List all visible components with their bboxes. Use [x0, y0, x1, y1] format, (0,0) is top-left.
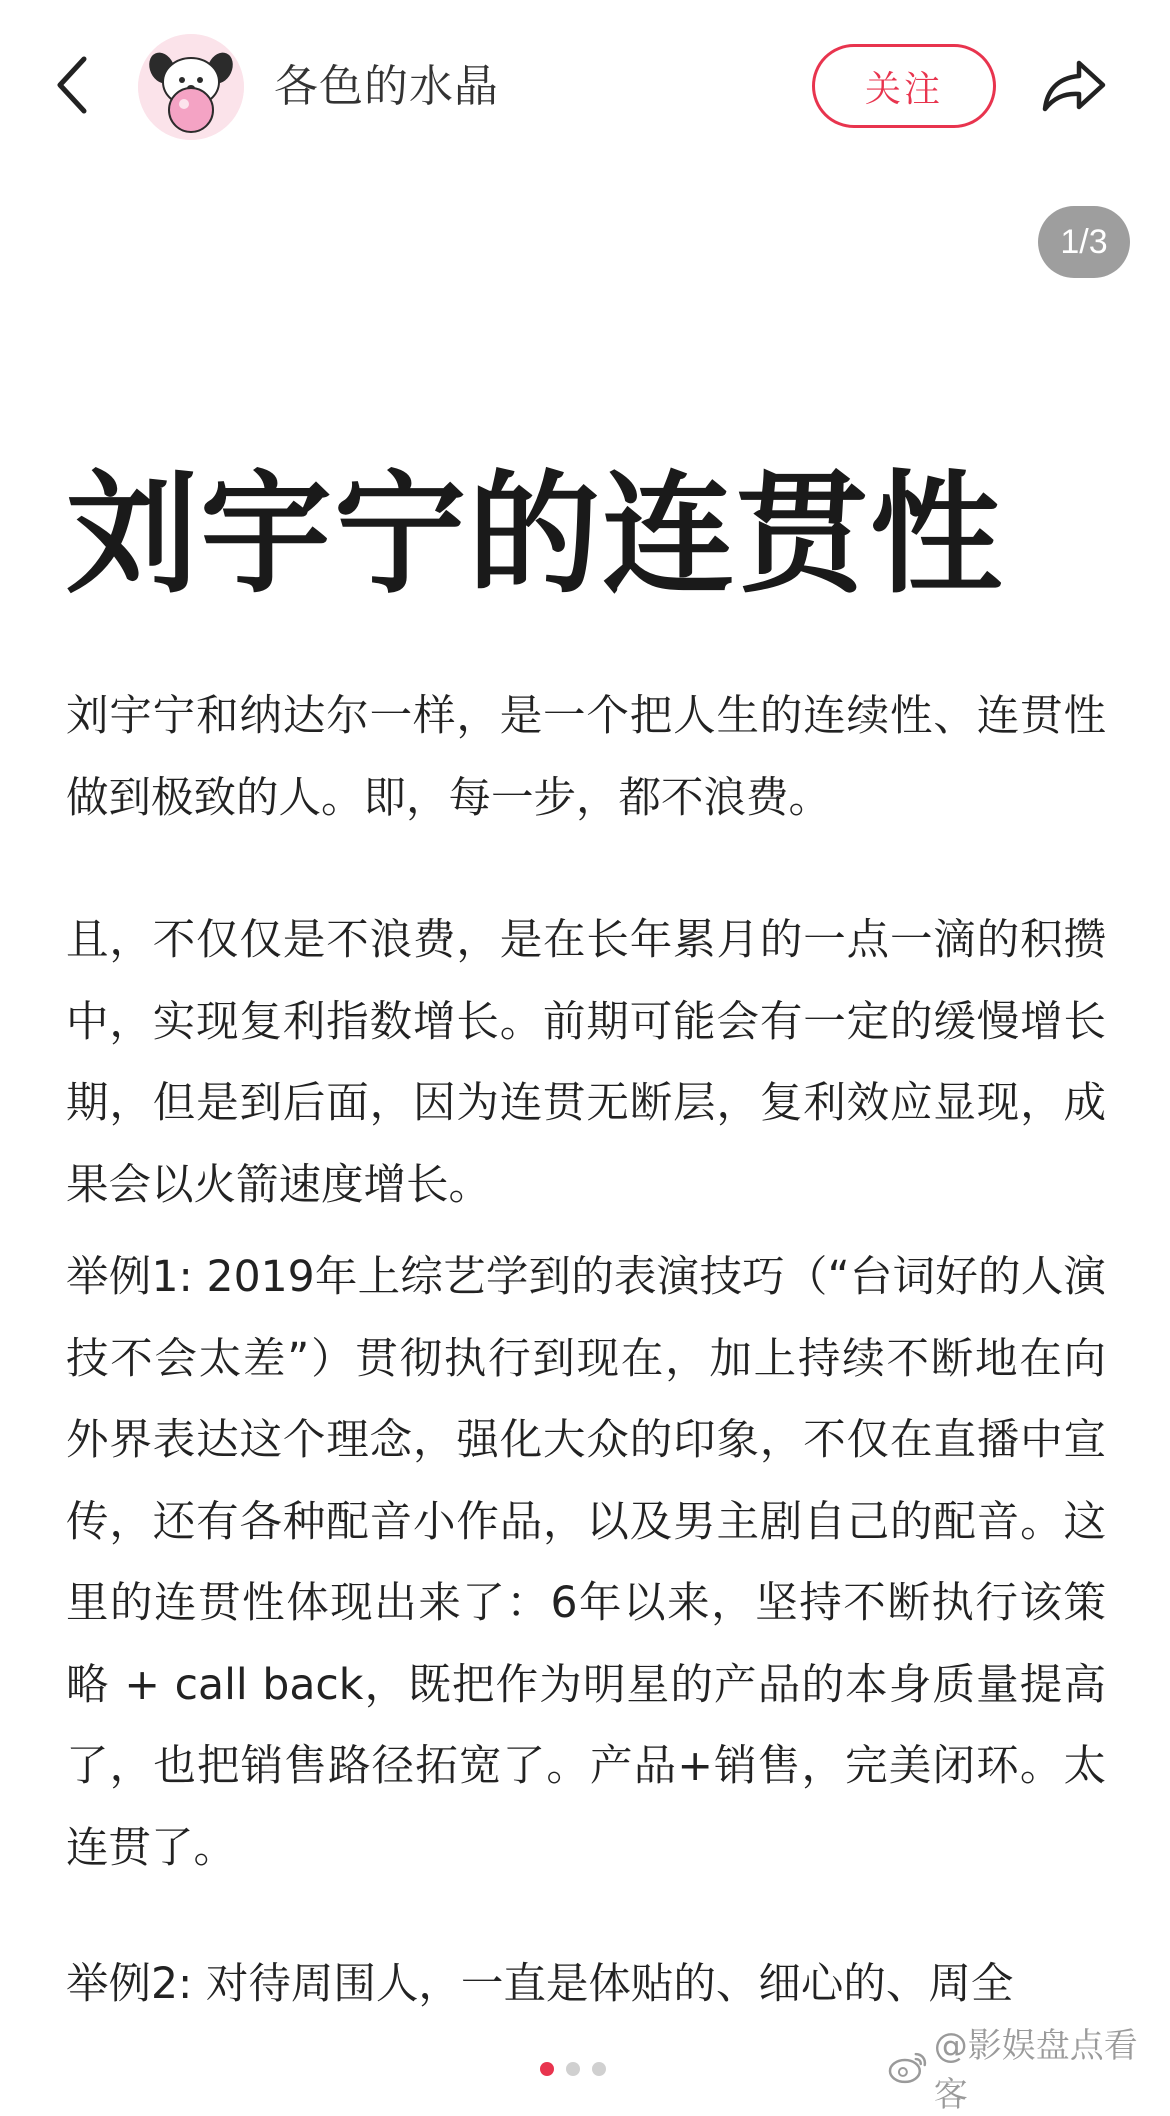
- watermark-text: @影娱盘点看客: [933, 2026, 1138, 2115]
- article-title: 刘宇宁的连贯性: [66, 458, 1004, 612]
- carousel-dot-3[interactable]: [592, 2062, 606, 2076]
- page-counter: 1/3: [1038, 206, 1130, 278]
- avatar[interactable]: [138, 34, 244, 140]
- watermark: [888, 2026, 1170, 2115]
- top-bar: [0, 0, 1170, 170]
- article-paragraph-3: 举例1: 2019年上综艺学到的表演技巧（“台词好的人演技不会太差”）贯彻执行到现在，加上持续不断地在向外界表达这个理念，强化大众的印象，不仅在直播中宣传，还有各种配音小作品，以及男主剧自己的配音。这里的连贯性体现出来了：6年以来，坚持不断执行该策略 + call back，既把作为明星的产品的本身质量提高了，也把销售路径拓宽了。产品+销售，完美闭环。太连贯了。: [66, 1253, 1106, 1873]
- share-arrow-icon: [1041, 57, 1107, 113]
- author-name[interactable]: 各色的水晶: [274, 61, 499, 112]
- back-button[interactable]: [46, 50, 96, 120]
- chevron-left-icon: [54, 55, 88, 115]
- carousel-dot-1[interactable]: [540, 2062, 554, 2076]
- article-paragraph-2: 且，不仅仅是不浪费，是在长年累月的一点一滴的积攒中，实现复利指数增长。前期可能会有一定的缓慢增长期，但是到后面，因为连贯无断层，复利效应显现，成果会以火箭速度增长。: [66, 916, 1106, 1210]
- follow-button[interactable]: 关注: [812, 44, 996, 128]
- article-content: [66, 440, 1106, 2009]
- article-paragraph-4: 举例2: 对待周围人，一直是体贴的、细心的、周全: [66, 1960, 1014, 2009]
- share-button[interactable]: [1036, 50, 1112, 120]
- avatar-image: [138, 34, 244, 140]
- weibo-icon: [888, 2050, 928, 2084]
- carousel-dot-2[interactable]: [566, 2062, 580, 2076]
- article-paragraph-1: 刘宇宁和纳达尔一样，是一个把人生的连续性、连贯性做到极致的人。即，每一步，都不浪费。: [66, 692, 1106, 823]
- carousel-indicator[interactable]: [540, 2062, 606, 2076]
